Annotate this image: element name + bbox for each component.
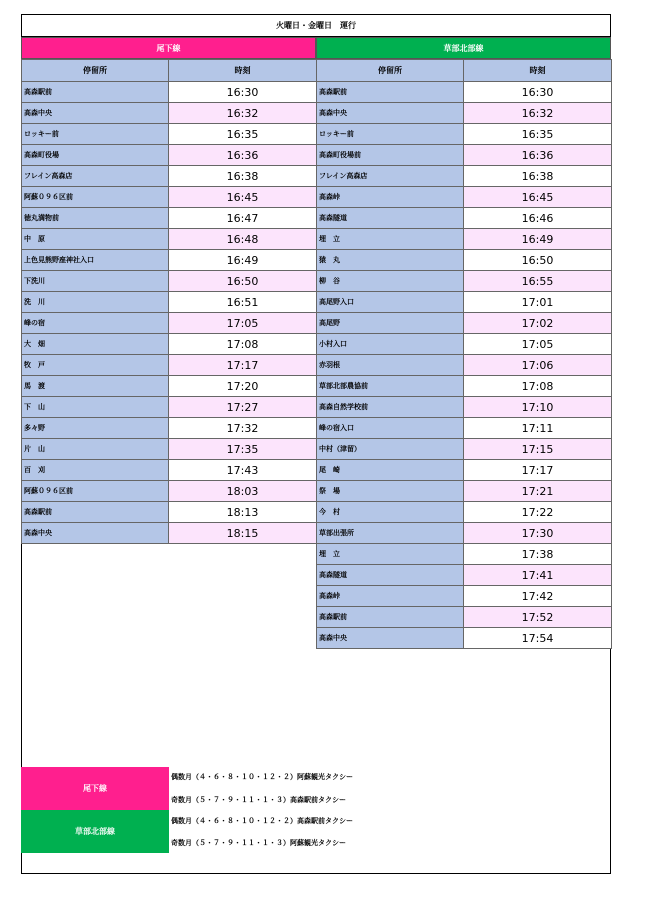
table-row bbox=[317, 523, 612, 544]
table-row bbox=[317, 313, 612, 334]
stop-name: 高森中央 bbox=[317, 628, 464, 649]
departure-time: 17:32 bbox=[169, 418, 317, 439]
table-row bbox=[22, 397, 317, 418]
stop-name: 高森自然学校前 bbox=[317, 397, 464, 418]
stop-name: 尾 崎 bbox=[317, 460, 464, 481]
departure-time: 16:49 bbox=[169, 250, 317, 271]
table-row bbox=[22, 103, 317, 124]
stop-name: 下 山 bbox=[22, 397, 169, 418]
stop-name: 柳 谷 bbox=[317, 271, 464, 292]
departure-time: 17:21 bbox=[464, 481, 612, 502]
stop-name: 高森駅前 bbox=[317, 82, 464, 103]
departure-time: 17:02 bbox=[464, 313, 612, 334]
table-row bbox=[317, 376, 612, 397]
departure-time: 16:51 bbox=[169, 292, 317, 313]
departure-time: 17:05 bbox=[464, 334, 612, 355]
table-row bbox=[317, 439, 612, 460]
stop-name: 高森隧道 bbox=[317, 565, 464, 586]
departure-time: 18:13 bbox=[169, 502, 317, 523]
stop-name: 今 村 bbox=[317, 502, 464, 523]
stop-name: ロッキー前 bbox=[22, 124, 169, 145]
table-row bbox=[317, 397, 612, 418]
table-row bbox=[317, 565, 612, 586]
table-row bbox=[22, 271, 317, 292]
table-row bbox=[317, 334, 612, 355]
stop-name: 上色見熊野座神社入口 bbox=[22, 250, 169, 271]
stop-name: 峰の宿 bbox=[22, 313, 169, 334]
table-row bbox=[22, 502, 317, 523]
stop-name: ロッキー前 bbox=[317, 124, 464, 145]
departure-time: 16:30 bbox=[169, 82, 317, 103]
departure-time: 17:01 bbox=[464, 292, 612, 313]
stop-name: 祭 場 bbox=[317, 481, 464, 502]
table-row bbox=[317, 82, 612, 103]
departure-time: 17:17 bbox=[169, 355, 317, 376]
table-row bbox=[22, 355, 317, 376]
departure-time: 16:47 bbox=[169, 208, 317, 229]
left-route-header: 尾下線 bbox=[21, 37, 316, 59]
departure-time: 16:32 bbox=[464, 103, 612, 124]
stop-name: 高森駅前 bbox=[22, 502, 169, 523]
departure-time: 17:41 bbox=[464, 565, 612, 586]
departure-time: 17:06 bbox=[464, 355, 612, 376]
stop-name: 高森中央 bbox=[22, 523, 169, 544]
table-row bbox=[317, 271, 612, 292]
departure-time: 16:38 bbox=[464, 166, 612, 187]
stop-name: 徳丸満物前 bbox=[22, 208, 169, 229]
stop-name: 百 刈 bbox=[22, 460, 169, 481]
table-row bbox=[22, 187, 317, 208]
departure-time: 16:46 bbox=[464, 208, 612, 229]
departure-time: 17:15 bbox=[464, 439, 612, 460]
departure-time: 16:45 bbox=[464, 187, 612, 208]
table-row bbox=[317, 544, 612, 565]
departure-time: 16:48 bbox=[169, 229, 317, 250]
table-row bbox=[317, 607, 612, 628]
stop-name: 高森中央 bbox=[22, 103, 169, 124]
left-header-row bbox=[22, 60, 317, 82]
departure-time: 17:10 bbox=[464, 397, 612, 418]
right-header-row bbox=[317, 60, 612, 82]
stop-name: 高森町役場 bbox=[22, 145, 169, 166]
departure-time: 17:35 bbox=[169, 439, 317, 460]
table-row bbox=[22, 229, 317, 250]
stop-name: 埋 立 bbox=[317, 544, 464, 565]
table-row bbox=[22, 376, 317, 397]
stop-name: 馬 渡 bbox=[22, 376, 169, 397]
departure-time: 16:45 bbox=[169, 187, 317, 208]
departure-time: 16:32 bbox=[169, 103, 317, 124]
stop-name: 高森峠 bbox=[317, 586, 464, 607]
departure-time: 17:11 bbox=[464, 418, 612, 439]
departure-time: 16:36 bbox=[169, 145, 317, 166]
stop-name: 高森峠 bbox=[317, 187, 464, 208]
stop-name: 峰の宿入口 bbox=[317, 418, 464, 439]
stop-name: 中 原 bbox=[22, 229, 169, 250]
departure-time: 17:30 bbox=[464, 523, 612, 544]
legend-note: 偶数月（４・６・８・１０・１２・２）高森駅前タクシー bbox=[171, 817, 353, 825]
departure-time: 16:55 bbox=[464, 271, 612, 292]
stop-name: 阿蘇０９６区前 bbox=[22, 187, 169, 208]
stop-column-header: 停留所 bbox=[22, 60, 169, 82]
departure-time: 17:22 bbox=[464, 502, 612, 523]
departure-time: 17:38 bbox=[464, 544, 612, 565]
departure-time: 16:35 bbox=[464, 124, 612, 145]
stop-name: 草部出張所 bbox=[317, 523, 464, 544]
stop-name: 高森隧道 bbox=[317, 208, 464, 229]
stop-name: フレイン高森店 bbox=[317, 166, 464, 187]
stop-name: 埋 立 bbox=[317, 229, 464, 250]
departure-time: 17:43 bbox=[169, 460, 317, 481]
stop-name: 大 畑 bbox=[22, 334, 169, 355]
departure-time: 17:05 bbox=[169, 313, 317, 334]
table-row bbox=[22, 145, 317, 166]
table-row bbox=[317, 124, 612, 145]
table-row bbox=[22, 418, 317, 439]
table-row bbox=[22, 124, 317, 145]
departure-time: 17:54 bbox=[464, 628, 612, 649]
table-row bbox=[22, 82, 317, 103]
departure-time: 16:35 bbox=[169, 124, 317, 145]
departure-time: 17:42 bbox=[464, 586, 612, 607]
stop-name: 高森駅前 bbox=[22, 82, 169, 103]
table-row bbox=[22, 166, 317, 187]
table-row bbox=[317, 460, 612, 481]
table-row bbox=[22, 292, 317, 313]
left-timetable bbox=[21, 59, 317, 544]
table-row bbox=[317, 628, 612, 649]
departure-time: 17:52 bbox=[464, 607, 612, 628]
table-row bbox=[22, 460, 317, 481]
stop-name: 小村入口 bbox=[317, 334, 464, 355]
departure-time: 17:27 bbox=[169, 397, 317, 418]
departure-time: 17:20 bbox=[169, 376, 317, 397]
table-row bbox=[317, 250, 612, 271]
table-row bbox=[317, 229, 612, 250]
departure-time: 16:50 bbox=[169, 271, 317, 292]
legend-note: 偶数月（４・６・８・１０・１２・２）阿蘇観光タクシー bbox=[171, 773, 353, 781]
table-row bbox=[317, 103, 612, 124]
departure-time: 17:17 bbox=[464, 460, 612, 481]
legend-route-oshita: 尾下線 bbox=[21, 767, 169, 810]
departure-time: 18:15 bbox=[169, 523, 317, 544]
legend-route-kusabe: 草部北部線 bbox=[21, 810, 169, 853]
stop-name: 片 山 bbox=[22, 439, 169, 460]
departure-time: 17:08 bbox=[169, 334, 317, 355]
stop-name: 高尾野 bbox=[317, 313, 464, 334]
table-row bbox=[317, 166, 612, 187]
time-column-header: 時刻 bbox=[169, 60, 317, 82]
stop-name: 高森中央 bbox=[317, 103, 464, 124]
departure-time: 16:38 bbox=[169, 166, 317, 187]
stop-column-header: 停留所 bbox=[317, 60, 464, 82]
stop-name: フレイン高森店 bbox=[22, 166, 169, 187]
departure-time: 17:08 bbox=[464, 376, 612, 397]
table-row bbox=[22, 208, 317, 229]
table-row bbox=[22, 523, 317, 544]
departure-time: 16:50 bbox=[464, 250, 612, 271]
table-row bbox=[22, 313, 317, 334]
stop-name: 高尾野入口 bbox=[317, 292, 464, 313]
stop-name: 中村（津留） bbox=[317, 439, 464, 460]
right-route-header: 草部北部線 bbox=[316, 37, 611, 59]
table-row bbox=[317, 292, 612, 313]
right-timetable bbox=[316, 59, 612, 649]
stop-name: 猿 丸 bbox=[317, 250, 464, 271]
stop-name: 多々野 bbox=[22, 418, 169, 439]
departure-time: 18:03 bbox=[169, 481, 317, 502]
table-row bbox=[22, 481, 317, 502]
table-row bbox=[22, 439, 317, 460]
legend-note: 奇数月（５・７・９・１１・１・３）阿蘇観光タクシー bbox=[171, 839, 346, 847]
stop-name: 高森駅前 bbox=[317, 607, 464, 628]
table-row bbox=[22, 334, 317, 355]
table-row bbox=[317, 208, 612, 229]
time-column-header: 時刻 bbox=[464, 60, 612, 82]
legend-note: 奇数月（５・７・９・１１・１・３）高森駅前タクシー bbox=[171, 796, 346, 804]
table-row bbox=[317, 586, 612, 607]
stop-name: 高森町役場前 bbox=[317, 145, 464, 166]
stop-name: 洗 川 bbox=[22, 292, 169, 313]
table-row bbox=[317, 502, 612, 523]
table-row bbox=[317, 145, 612, 166]
table-row bbox=[317, 355, 612, 376]
page-title: 火曜日・金曜日 運行 bbox=[21, 14, 611, 37]
table-row bbox=[317, 418, 612, 439]
departure-time: 16:49 bbox=[464, 229, 612, 250]
departure-time: 16:30 bbox=[464, 82, 612, 103]
stop-name: 牧 戸 bbox=[22, 355, 169, 376]
stop-name: 下洗川 bbox=[22, 271, 169, 292]
stop-name: 阿蘇０９６区前 bbox=[22, 481, 169, 502]
departure-time: 16:36 bbox=[464, 145, 612, 166]
table-row bbox=[317, 187, 612, 208]
stop-name: 草部北部農協前 bbox=[317, 376, 464, 397]
table-row bbox=[22, 250, 317, 271]
table-row bbox=[317, 481, 612, 502]
stop-name: 赤羽根 bbox=[317, 355, 464, 376]
